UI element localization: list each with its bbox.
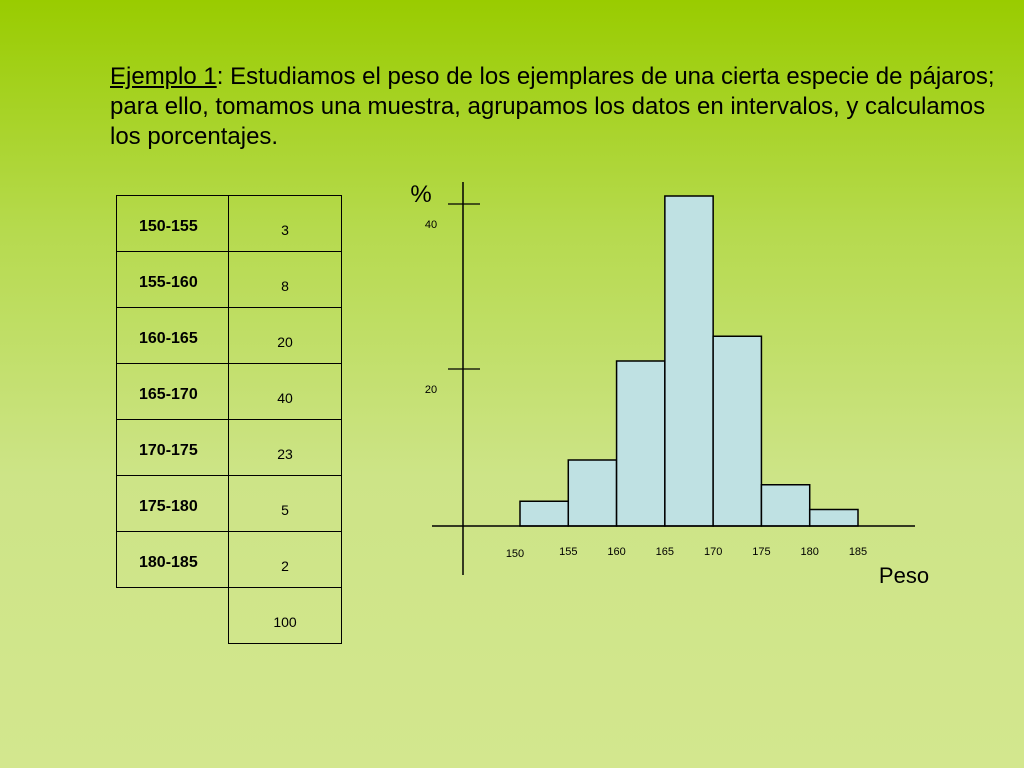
intro-lead: Ejemplo 1 [110, 63, 217, 90]
interval-cell: 170-175 [117, 420, 229, 476]
interval-cell: 160-165 [117, 308, 229, 364]
value-cell: 20 [229, 308, 342, 364]
y-tick-label: 20 [424, 384, 438, 396]
x-tick-label: 160 [607, 546, 626, 558]
value-cell: 40 [229, 364, 342, 420]
interval-cell: 165-170 [117, 364, 229, 420]
histogram-bar [665, 196, 713, 526]
histogram-bar [568, 460, 616, 526]
histogram-bar [520, 501, 568, 526]
total-cell: 100 [229, 588, 342, 644]
x-tick-label: 180 [800, 546, 819, 558]
interval-cell: 155-160 [117, 252, 229, 308]
x-axis-label: Peso [878, 563, 930, 588]
x-tick-label: 185 [848, 546, 868, 558]
intro-body: : Estudiamos el peso de los ejemplares de una cierta especie de pájaros; para ello, tomamos una muestra, agrupamos los datos en intervalos, y calculamos los porcentajes. [110, 63, 995, 150]
x-tick-label: 150 [505, 548, 525, 560]
value-cell: 3 [229, 196, 342, 252]
interval-cell: 150-155 [117, 196, 229, 252]
x-tick-label: 155 [559, 546, 578, 558]
histogram-bar [761, 485, 809, 526]
value-cell: 5 [229, 476, 342, 532]
y-tick-label: 40 [424, 219, 438, 231]
x-tick-label: 175 [752, 546, 771, 558]
histogram-bar [617, 361, 665, 526]
interval-cell: 175-180 [117, 476, 229, 532]
interval-cell: 180-185 [117, 532, 229, 588]
value-cell: 2 [229, 532, 342, 588]
histogram-bar [810, 510, 858, 527]
x-tick-label: 170 [703, 546, 723, 558]
value-cell: 23 [229, 420, 342, 476]
y-axis-label: % [410, 181, 432, 208]
value-cell: 8 [229, 252, 342, 308]
x-tick-label: 165 [655, 546, 675, 558]
histogram-bar [713, 336, 761, 526]
